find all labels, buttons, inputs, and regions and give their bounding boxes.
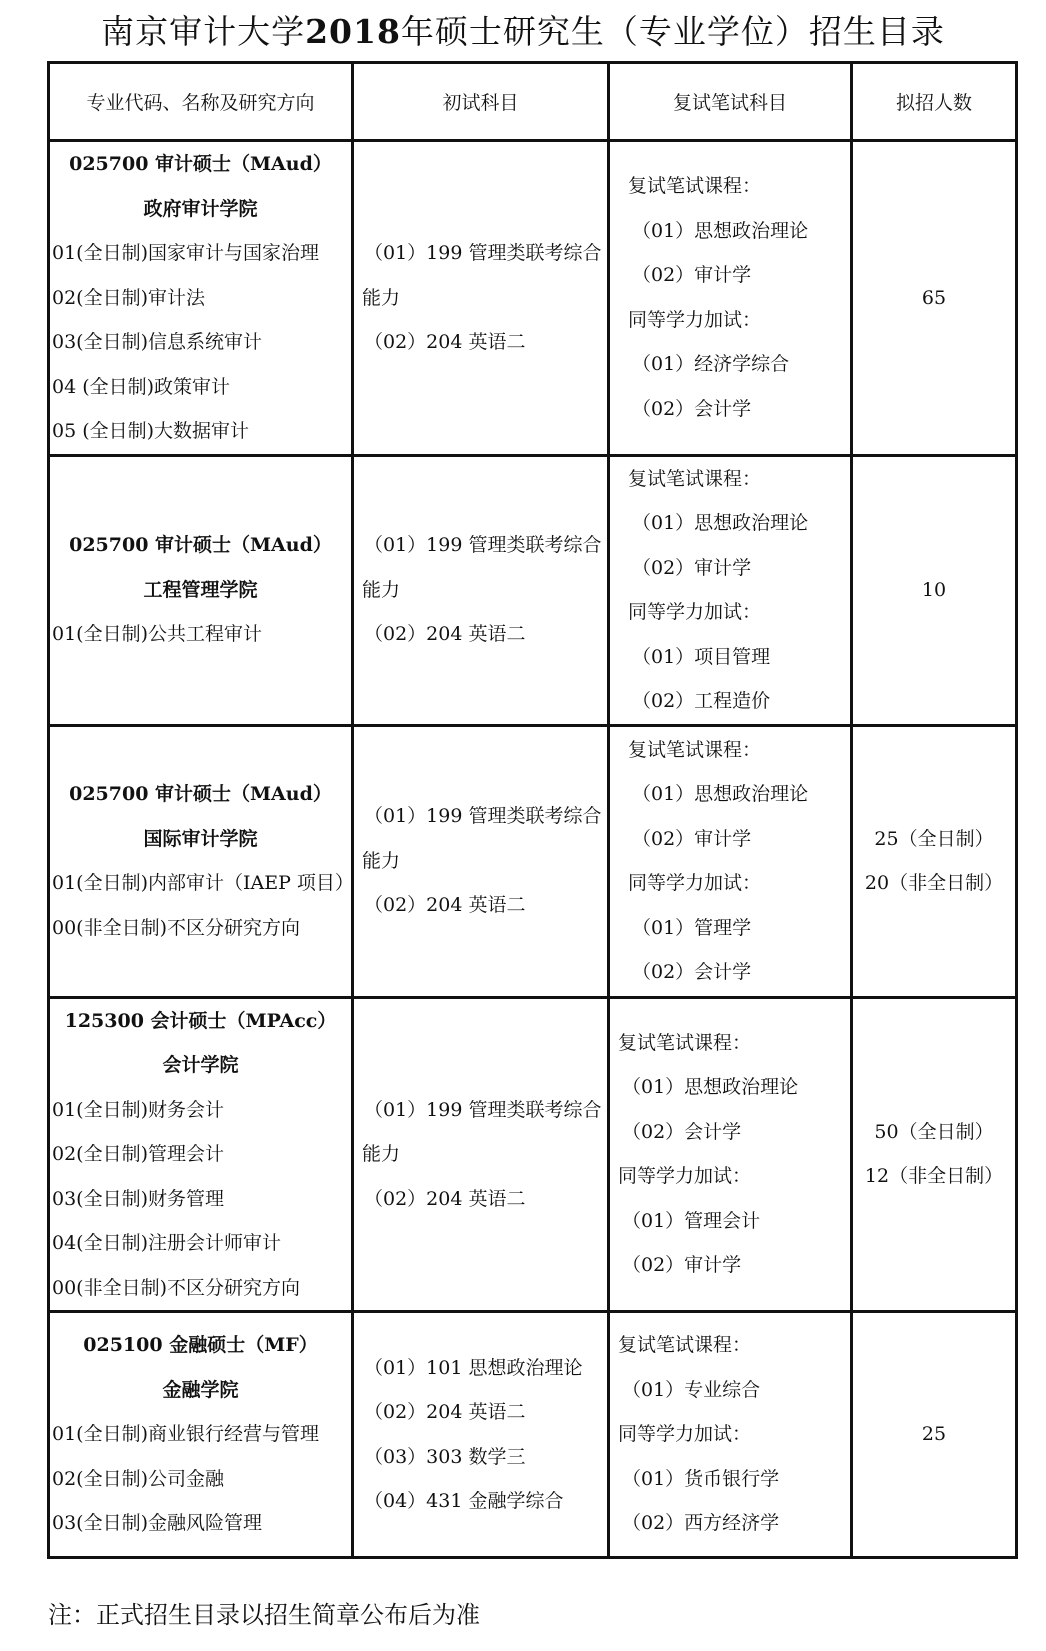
retest-course: （02）会计学 bbox=[622, 1120, 742, 1143]
school-name: 政府审计学院 bbox=[143, 197, 258, 220]
extra-exam-course: （02）西方经济学 bbox=[622, 1512, 780, 1535]
initial-exam-subject: （02）204 英语二 bbox=[364, 1401, 526, 1423]
retest-course: （01）思想政治理论 bbox=[632, 219, 809, 242]
retest-course: （02）审计学 bbox=[632, 556, 752, 579]
table-header-row bbox=[49, 63, 1017, 141]
initial-exam-subject: 能力 bbox=[362, 578, 401, 601]
research-direction: 05 (全日制)大数据审计 bbox=[52, 420, 250, 442]
retest-course-heading: 复试笔试课程： bbox=[618, 1334, 752, 1357]
quota-cell bbox=[852, 455, 1017, 725]
initial-exam-subject: （01）199 管理类联考综合 bbox=[364, 805, 602, 828]
research-direction: 01(全日制)财务会计 bbox=[52, 1098, 225, 1121]
table-row bbox=[49, 997, 1017, 1312]
retest-course-heading: 复试笔试课程： bbox=[628, 175, 762, 198]
retest-exam-cell bbox=[609, 141, 852, 456]
initial-exam-subject: （01）199 管理类联考综合 bbox=[364, 534, 602, 557]
research-direction: 02(全日制)公司金融 bbox=[52, 1467, 225, 1490]
initial-exam-cell bbox=[353, 455, 609, 725]
header-major: 专业代码、名称及研究方向 bbox=[49, 63, 353, 141]
research-direction: 00(非全日制)不区分研究方向 bbox=[52, 916, 301, 939]
quota-value: 25 bbox=[921, 1423, 947, 1446]
retest-exam-cell bbox=[609, 725, 852, 997]
extra-exam-heading: 同等学力加试： bbox=[618, 1165, 752, 1188]
quota-cell bbox=[852, 725, 1017, 997]
extra-exam-course: （01）货币银行学 bbox=[622, 1467, 780, 1490]
research-direction: 04 (全日制)政策审计 bbox=[52, 375, 231, 398]
research-direction: 00(非全日制)不区分研究方向 bbox=[52, 1276, 301, 1299]
initial-exam-cell bbox=[353, 141, 609, 456]
research-direction: 03(全日制)金融风险管理 bbox=[52, 1512, 263, 1535]
initial-exam-subject: （02）204 英语二 bbox=[364, 623, 526, 646]
extra-exam-course: （01）经济学综合 bbox=[632, 353, 790, 376]
extra-exam-course: （01）项目管理 bbox=[632, 645, 771, 668]
table-row bbox=[49, 1312, 1017, 1558]
extra-exam-course: （01）管理学 bbox=[632, 916, 752, 939]
initial-exam-subject: （01）199 管理类联考综合 bbox=[364, 242, 602, 264]
major-code-name: 025700 审计硕士（MAud） bbox=[69, 153, 332, 175]
table-row bbox=[49, 141, 1017, 456]
initial-exam-cell bbox=[353, 1312, 609, 1558]
research-direction: 03(全日制)信息系统审计 bbox=[52, 331, 263, 353]
research-direction: 02(全日制)管理会计 bbox=[52, 1143, 225, 1165]
major-code-name: 025100 金融硕士（MF） bbox=[83, 1334, 318, 1357]
retest-course-heading: 复试笔试课程： bbox=[618, 1031, 752, 1054]
research-direction: 02(全日制)审计法 bbox=[52, 286, 206, 309]
retest-course: （02）审计学 bbox=[632, 264, 752, 287]
title-prefix: 南京审计大学 bbox=[101, 12, 306, 51]
initial-exam-subject: （02）204 英语二 bbox=[364, 894, 526, 917]
retest-course: （01）思想政治理论 bbox=[622, 1076, 799, 1099]
major-code-name: 025700 审计硕士（MAud） bbox=[69, 534, 332, 557]
initial-exam-subject: （02）204 英语二 bbox=[364, 331, 526, 353]
research-direction: 04(全日制)注册会计师审计 bbox=[52, 1232, 282, 1254]
extra-exam-course: （01）管理会计 bbox=[622, 1209, 761, 1232]
major-cell bbox=[49, 455, 353, 725]
major-code-name: 125300 会计硕士（MPAcc） bbox=[64, 1009, 337, 1032]
retest-course-heading: 复试笔试课程： bbox=[628, 467, 762, 490]
table-row bbox=[49, 455, 1017, 725]
research-direction: 01(全日制)国家审计与国家治理 bbox=[52, 242, 320, 264]
quota-cell bbox=[852, 1312, 1017, 1558]
initial-exam-subject: （04）431 金融学综合 bbox=[364, 1490, 564, 1512]
quota-value: 65 bbox=[921, 286, 947, 309]
header-initial-exam: 初试科目 bbox=[353, 63, 609, 141]
retest-exam-cell bbox=[609, 997, 852, 1312]
retest-course: （02）审计学 bbox=[632, 827, 752, 850]
extra-exam-heading: 同等学力加试： bbox=[618, 1423, 752, 1446]
initial-exam-cell bbox=[353, 997, 609, 1312]
retest-course: （01）思想政治理论 bbox=[632, 783, 809, 805]
research-direction: 01(全日制)内部审计（IAEP 项目） bbox=[52, 872, 354, 894]
quota-value: 12（非全日制） bbox=[864, 1165, 1004, 1188]
quota-value: 50（全日制） bbox=[874, 1120, 994, 1143]
major-cell bbox=[49, 1312, 353, 1558]
extra-exam-heading: 同等学力加试： bbox=[628, 601, 762, 623]
quota-value: 10 bbox=[921, 578, 947, 601]
major-cell bbox=[49, 997, 353, 1312]
title-year: 2018 bbox=[305, 12, 401, 51]
initial-exam-subject: （01）199 管理类联考综合 bbox=[364, 1098, 602, 1121]
school-name: 会计学院 bbox=[162, 1054, 239, 1076]
retest-course-heading: 复试笔试课程： bbox=[628, 738, 762, 761]
extra-exam-course: （02）审计学 bbox=[622, 1254, 742, 1277]
extra-exam-course: （02）会计学 bbox=[632, 397, 752, 420]
major-cell bbox=[49, 141, 353, 456]
initial-exam-subject: 能力 bbox=[362, 849, 401, 872]
quota-value: 20（非全日制） bbox=[864, 872, 1004, 894]
header-quota: 拟招人数 bbox=[852, 63, 1017, 141]
title-suffix: 年硕士研究生（专业学位）招生目录 bbox=[400, 12, 945, 51]
footnote: 注：正式招生目录以招生简章公布后为准 bbox=[48, 1601, 480, 1629]
extra-exam-course: （02）工程造价 bbox=[632, 690, 771, 712]
header-retest-exam: 复试笔试科目 bbox=[609, 63, 852, 141]
major-cell bbox=[49, 725, 353, 997]
table-row bbox=[49, 725, 1017, 997]
initial-exam-subject: 能力 bbox=[362, 286, 401, 309]
school-name: 工程管理学院 bbox=[143, 578, 258, 601]
initial-exam-subject: 能力 bbox=[362, 1143, 401, 1165]
extra-exam-heading: 同等学力加试： bbox=[628, 872, 762, 894]
research-direction: 03(全日制)财务管理 bbox=[52, 1187, 225, 1210]
school-name: 国际审计学院 bbox=[143, 827, 258, 850]
initial-exam-subject: （02）204 英语二 bbox=[364, 1187, 526, 1210]
retest-course: （01）专业综合 bbox=[622, 1378, 761, 1401]
initial-exam-cell bbox=[353, 725, 609, 997]
major-code-name: 025700 审计硕士（MAud） bbox=[69, 783, 332, 805]
school-name: 金融学院 bbox=[162, 1378, 239, 1401]
initial-exam-subject: （01）101 思想政治理论 bbox=[364, 1356, 583, 1379]
retest-course: （01）思想政治理论 bbox=[632, 512, 809, 534]
research-direction: 01(全日制)公共工程审计 bbox=[52, 623, 263, 646]
quota-value: 25（全日制） bbox=[874, 827, 994, 850]
quota-cell bbox=[852, 141, 1017, 456]
retest-exam-cell bbox=[609, 455, 852, 725]
quota-cell bbox=[852, 997, 1017, 1312]
initial-exam-subject: （03）303 数学三 bbox=[364, 1445, 526, 1468]
retest-exam-cell bbox=[609, 1312, 852, 1558]
page-title bbox=[0, 8, 1046, 56]
enrollment-catalog-table bbox=[47, 61, 1018, 1559]
extra-exam-course: （02）会计学 bbox=[632, 961, 752, 983]
research-direction: 01(全日制)商业银行经营与管理 bbox=[52, 1423, 320, 1446]
extra-exam-heading: 同等学力加试： bbox=[628, 308, 762, 331]
